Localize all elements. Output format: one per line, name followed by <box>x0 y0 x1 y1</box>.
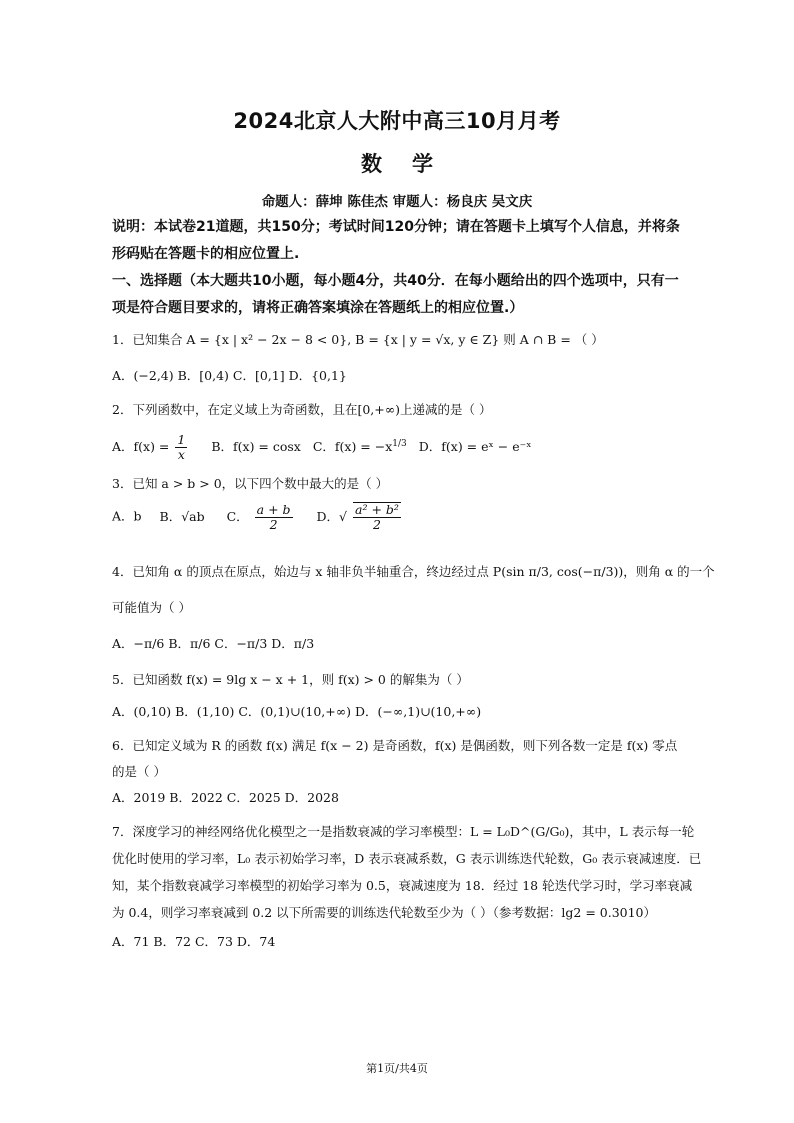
question-4-options: A．−π/6 B．π/6 C．−π/3 D．π/3 <box>112 636 315 651</box>
question-4-stem: 4．已知角 α 的顶点在原点，始边与 x 轴非负半轴重合，终边经过点 P(sin π/3, cos(−π/3))，则角 α 的一个 <box>112 564 715 579</box>
question-2-option-b: B．f(x) = cosx <box>211 439 301 455</box>
question-1-stem: 1．已知集合 A = {x | x² − 2x − 8 < 0}, B = {x | y = √x, y ∈ Z} 则 A ∩ B = （ ） <box>112 332 604 347</box>
question-1-options: A．(−2,4) B．[0,4) C．[0,1] D．{0,1} <box>112 368 347 383</box>
fraction-numerator: a + b <box>256 501 291 517</box>
question-3-stem: 3．已知 a > b > 0，以下四个数中最大的是（ ） <box>112 476 389 491</box>
question-2-option-c-exponent: 1/3 <box>392 439 407 449</box>
fraction-numerator: 1 <box>177 432 186 448</box>
question-3-options <box>112 502 702 532</box>
question-6-stem: 6．已知定义域为 R 的函数 f(x) 满足 f(x − 2) 是奇函数，f(x) 是偶函数，则下列各数一定是 f(x) 零点 <box>112 738 678 753</box>
fraction-denominator: 2 <box>269 516 278 532</box>
question-3-option-c-fraction <box>255 503 293 532</box>
question-3-option-c-prefix: C． <box>226 508 249 524</box>
question-2-option-a-prefix: A．f(x) = <box>112 439 170 455</box>
question-2-option-c-prefix: C．f(x) = −x <box>312 439 393 455</box>
section-one-heading: 一、选择题（本大题共10小题，每小题4分，共40分．在每小题给出的四个选项中，只有一项是符合题目要求的，请将正确答案填涂在答题纸上的相应位置.） <box>112 273 679 316</box>
question-5-options: A．(0,10) B．(1,10) C．(0,1)∪(10,+∞) D．(−∞,1)∪(10,+∞) <box>112 704 482 719</box>
question-2-option-d: D．f(x) = eˣ − e⁻ˣ <box>418 439 532 455</box>
question-3-option-d-fraction <box>353 502 401 532</box>
question-3-option-b: B．√ab <box>159 508 205 524</box>
question-7-options: A．71 B．72 C．73 D．74 <box>112 934 276 949</box>
page-title: 2024北京人大附中高三10月月考 <box>233 109 561 133</box>
authors-line: 命题人：薛坤 陈佳杰 审题人：杨良庆 吴文庆 <box>261 194 533 210</box>
fraction-numerator: a² + b² <box>355 502 399 517</box>
question-2-stem: 2．下列函数中，在定义域上为奇函数，且在[0,+∞)上递减的是（ ） <box>112 402 492 417</box>
exam-instructions: 说明：本试卷21道题，共150分；考试时间120分钟；请在答题卡上填写个人信息，并将条形码贴在答题卡的相应位置上. <box>112 219 680 262</box>
fraction-denominator: x <box>177 447 185 463</box>
subject-heading: 数学 <box>361 152 463 176</box>
question-7-stem: 7．深度学习的神经网络优化模型之一是指数衰减的学习率模型：L = L₀D^(G/G₀)，其中，L 表示每一轮优化时使用的学习率，L₀ 表示初始学习率，D 表示衰减系数，G 表示训练迭代轮数，G₀ 表示衰减速度．已知，某个指数衰减学习率模型的初始学习率为 0.5，衰减速度为 18．经过 18 轮迭代学习时，学习率衰减为 0.4，则学习率衰减到 0.2 以下所需要的训练迭代轮数至少为（ ）（参考数据：lg2 = 0.3010） <box>112 824 702 920</box>
question-2-option-a-fraction <box>175 433 187 462</box>
fraction-denominator: 2 <box>372 517 381 532</box>
question-2-options <box>112 430 702 462</box>
question-6-options: A．2019 B．2022 C．2025 D．2028 <box>112 790 339 805</box>
question-3-option-a: A．b <box>112 508 142 524</box>
question-6-stem-continued: 的是（ ） <box>112 764 166 779</box>
page-footer: 第1页/共4页 <box>366 1062 428 1075</box>
question-4-stem-continued: 可能值为（ ） <box>112 600 191 615</box>
question-3-option-d-prefix: D．√ <box>316 508 348 524</box>
question-5-stem: 5．已知函数 f(x) = 9lg x − x + 1，则 f(x) > 0 的解集为（ ） <box>112 672 469 687</box>
